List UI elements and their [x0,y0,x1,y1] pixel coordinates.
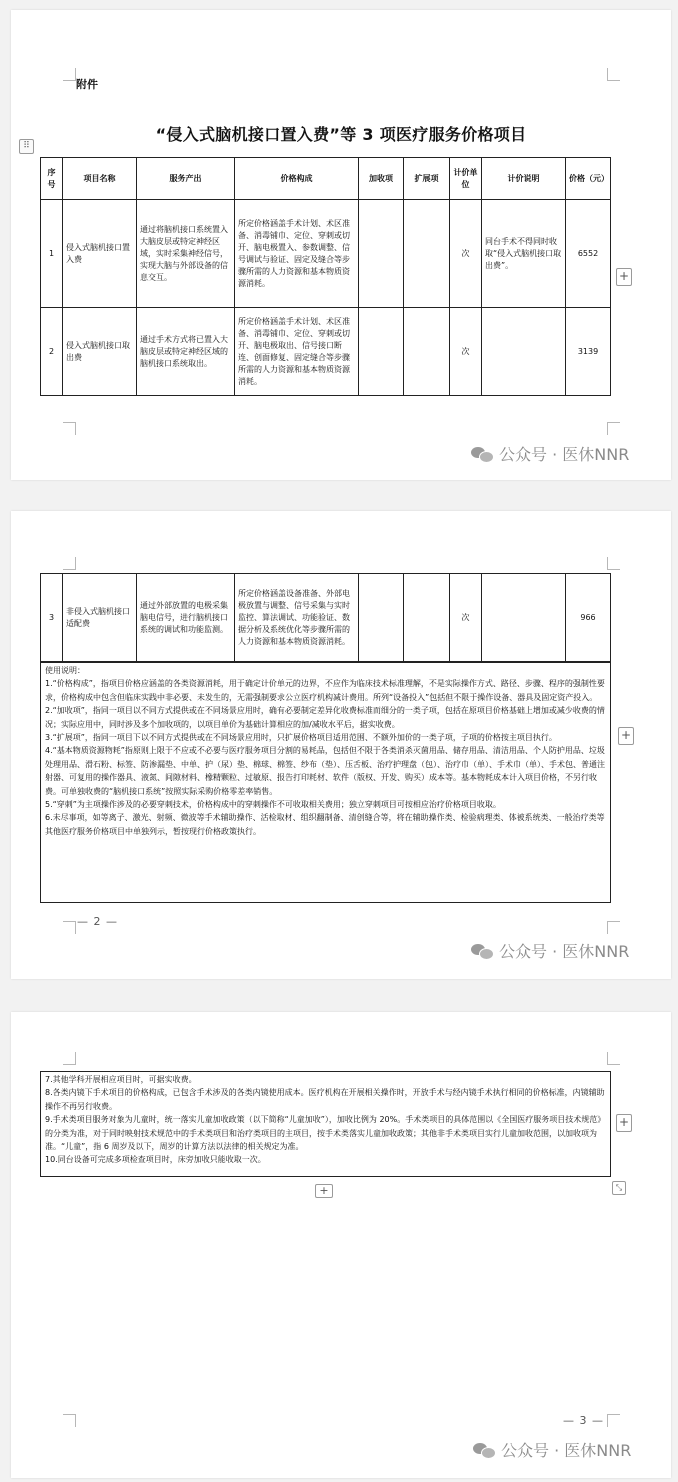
header-cell: 加收项 [359,158,404,200]
watermark-text: 公众号 · 医休NNR [501,1441,632,1460]
table-move-handle-icon[interactable]: ⠿ [19,139,34,154]
header-cell: 序号 [41,158,63,200]
header-cell: 价格（元） [566,158,611,200]
table-row [41,200,611,308]
margin-mark [607,921,620,934]
page-number-value: 2 [93,915,102,928]
table-header-row [41,158,611,200]
notes-title: 使用说明： [45,666,85,675]
pricing-note: 同台手术不得同时收取“侵入式脑机接口取出费”。 [482,200,566,308]
price-table [40,157,611,396]
surcharge-cell [359,200,404,308]
pricing-note [482,574,566,662]
pricing-unit: 次 [450,308,482,396]
margin-mark [63,422,76,435]
extension-cell [404,200,450,308]
row-number: 1 [41,200,63,308]
document-page-1 [11,10,671,480]
surcharge-cell [359,308,404,396]
note-item: 9.手术类项目服务对象为儿童时，统一落实儿童加收政策（以下简称“儿童加收”），加收比例为 20%。手术类项目的具体范围以《全国医疗服务项目技术规范》的分类为准，对于同时映射技术规范中的手术类项目和治疗类项目的主项目，按手术类落实儿童加收政策；其他非手术类项目实行儿童加收范围，以加收项为准。“儿童”，指 6 周岁及以下，周岁的计算方法以法律的相关规定为准。 [45,1115,606,1152]
margin-mark [607,557,620,570]
note-item: 4.“基本物质资源物耗”指原则上限于不应或不必要与医疗服务项目分割的易耗品，包括但不限于各类消杀灭菌用品、储存用品、清洁用品、个人防护用品、垃圾处理用品、滑石粉、标签、防渗漏垫、中单、护（尿）垫、棉球、棉签、纱布（垫）、压舌板、治疗护理盘（包）、治疗巾（单）、手术巾（单）、手术包、普通注射器、可复用的操作器具、液氮、间隙材料、橡精颗粒、过敏原、报告打印耗材、软件（版权、开发、购买）成本等。基本物耗成本计入项目价格，不另行收费。可单独收费的“脑机接口系统”按照实际采购价格零差率销售。 [45,746,605,796]
header-cell: 计价单位 [450,158,482,200]
table-row [41,308,611,396]
dash-right: — [592,1414,604,1427]
margin-mark [607,1414,620,1427]
note-item: 6.未尽事项，如等离子、激光、射频、微波等手术辅助操作、活检取材、组织翻制备、清创缝合等，将在辅助操作类、检验病理类、体被系统类、一般治疗类等其他医疗服务价格项目中单独列示，暂按现行价格政策执行。 [45,813,605,836]
service-output: 通过将脑机接口系统置入大脑皮层或特定神经区域，实时采集神经信号，实现大脑与外部设备的信息交互。 [137,200,235,308]
wechat-icon [471,942,493,960]
row-number: 2 [41,308,63,396]
item-name: 非侵入式脑机接口适配费 [63,574,137,662]
margin-mark [63,921,76,934]
item-name: 侵入式脑机接口取出费 [63,308,137,396]
document-title: “侵入式脑机接口置入费”等 3 项医疗服务价格项目 [155,125,527,144]
price-composition: 所定价格涵盖手术计划、术区准备、消毒铺巾、定位、穿刺或切开、脑电极取出、信号接口断连、创面修复、固定缝合等步骤所需的人力资源和基本物质资源消耗。 [235,308,359,396]
watermark [473,1438,631,1461]
page-number [77,915,118,928]
header-cell: 扩展项 [404,158,450,200]
dash-left: — [77,915,89,928]
document-page-3 [11,1012,671,1478]
wechat-icon [473,1441,495,1459]
price-value: 6552 [566,200,611,308]
page-number-value: 3 [579,1414,588,1427]
price-composition: 所定价格涵盖手术计划、术区准备、消毒铺巾、定位、穿刺或切开、脑电极置入、参数调整、信号调试与验证、固定及缝合等步骤所需的人力资源和基本物质资源消耗。 [235,200,359,308]
watermark [471,442,629,465]
page-number [563,1414,604,1427]
usage-notes [40,662,611,903]
add-column-button[interactable]: + [616,1114,632,1132]
dash-right: — [106,915,118,928]
watermark-text: 公众号 · 医休NNR [499,942,630,961]
add-row-button[interactable]: + [315,1184,333,1198]
header-cell: 服务产出 [137,158,235,200]
document-page-2 [11,511,671,979]
price-composition: 所定价格涵盖设备准备、外部电极放置与调整、信号采集与实时监控、算法调试、功能验证、数据分析及系统优化等步骤所需的人力资源和基本物质资源消耗。 [235,574,359,662]
header-cell: 项目名称 [63,158,137,200]
note-item: 2.“加收项”，指同一项目以不同方式提供或在不同场景应用时，确有必要制定差异化收费标准而细分的一类子项，包括在原项目价格基础上增加或减少收费的情况；实际应用中，同时涉及多个加收项的，以项目单价为基础计算相应的加/减收水平后，据实收费。 [45,706,605,729]
margin-mark [607,1052,620,1065]
note-item: 10.同台设备可完成多项检查项目时，床旁加收只能收取一次。 [45,1155,266,1165]
wechat-icon [471,445,493,463]
dash-left: — [563,1414,575,1427]
header-cell: 计价说明 [482,158,566,200]
watermark [471,939,629,962]
note-item: 8.各类内镜下手术项目的价格构成，已包含手术涉及的各类内镜使用成本。医疗机构在开展相关操作时，开放手术与经内镜手术执行相同的价格标准，内镜辅助操作不再另行收费。 [45,1088,605,1111]
margin-mark [63,68,76,81]
note-item: 3.“扩展项”，指同一项目下以不同方式提供或在不同场景应用时，只扩展价格项目适用范围、不额外加价的一类子项，子项的价格按主项目执行。 [45,733,557,743]
price-table-continued [40,573,611,662]
extension-cell [404,308,450,396]
usage-notes-continued [40,1071,611,1177]
pricing-unit: 次 [450,200,482,308]
watermark-text: 公众号 · 医休NNR [499,445,630,464]
header-cell: 价格构成 [235,158,359,200]
add-column-button[interactable]: + [616,268,632,286]
margin-mark [63,557,76,570]
note-item: 5.“穿刺”为主项操作涉及的必要穿刺技术，价格构成中的穿刺操作不可收取相关费用；独立穿刺项目可按相应治疗价格项目收取。 [45,800,501,810]
row-number: 3 [41,574,63,662]
service-output: 通过外部放置的电极采集脑电信号，进行脑机接口系统的调试和功能监测。 [137,574,235,662]
note-item: 7.其他学科开展相应项目时，可据实收费。 [45,1075,197,1084]
margin-mark [63,1052,76,1065]
pricing-unit: 次 [450,574,482,662]
item-name: 侵入式脑机接口置入费 [63,200,137,308]
table-resize-icon[interactable]: ⤡ [612,1181,626,1195]
price-value: 966 [566,574,611,662]
service-output: 通过手术方式将已置入大脑皮层或特定神经区域的脑机接口系统取出。 [137,308,235,396]
margin-mark [607,422,620,435]
attachment-label: 附件 [76,78,98,91]
surcharge-cell [359,574,404,662]
price-value: 3139 [566,308,611,396]
table-row [41,574,611,662]
extension-cell [404,574,450,662]
pricing-note [482,308,566,396]
note-item: 1.“价格构成”，指项目价格应涵盖的各类资源消耗，用于确定计价单元的边界，不应作为临床技术标准理解，不是实际操作方式、路径、步骤、程序的强制性要求，价格构成中包含但临床实践中非必要、未发生的，无需强制要求公立医疗机构减计费用。所列“设备投入”包括但不限于操作设备、器具及固定资产投入。 [45,679,605,702]
margin-mark [607,68,620,81]
add-column-button[interactable]: + [618,727,634,745]
margin-mark [63,1414,76,1427]
